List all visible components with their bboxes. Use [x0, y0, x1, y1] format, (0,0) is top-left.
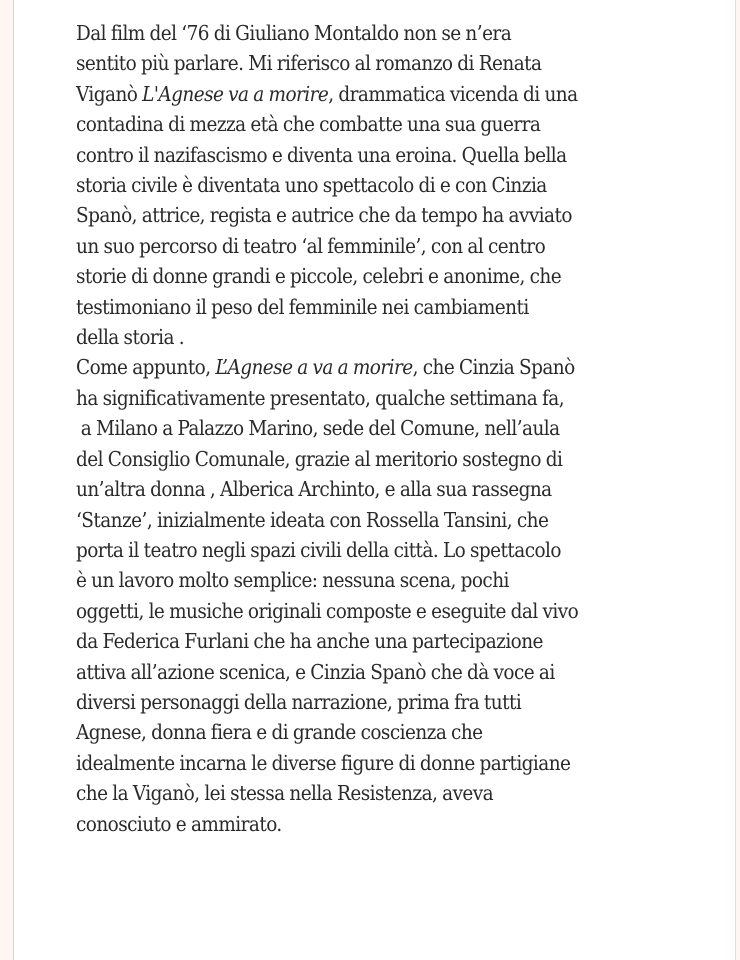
text-line	[76, 565, 726, 595]
article-paragraph	[76, 18, 726, 352]
text-segment: sentito più parlare. Mi riferisco al romanzo di Renata	[76, 51, 542, 76]
text-line	[76, 748, 726, 778]
article-body	[76, 18, 726, 839]
article-page	[13, 0, 736, 960]
text-segment: testimoniano il peso del femminile nei cambiamenti	[76, 294, 529, 319]
text-line	[76, 200, 726, 230]
text-segment: Dal film del ‘76 di Giuliano Montaldo non se n’era	[76, 21, 512, 45]
text-segment: contadina di mezza età che combatte una sua guerra	[76, 112, 541, 137]
text-segment: del Consiglio Comunale, grazie al meritorio sostegno di	[76, 446, 563, 471]
text-segment: che la Viganò, lei stessa nella Resistenza, aveva	[76, 781, 494, 806]
text-segment: un suo percorso di teatro ‘al femminile’, con al centro	[76, 233, 546, 258]
text-line	[76, 140, 726, 170]
text-line	[76, 413, 726, 443]
text-line	[76, 383, 726, 413]
text-segment: attiva all’azione scenica, e Cinzia Spanò che dà voce ai	[76, 659, 555, 684]
text-line	[76, 657, 726, 687]
text-segment: storie di donne grandi e piccole, celebri e anonime, che	[76, 264, 562, 289]
text-segment: Viganò	[76, 81, 143, 106]
text-segment: è un lavoro molto semplice: nessuna scena, pochi	[76, 568, 509, 593]
text-segment: storia civile è diventata uno spettacolo di e con Cinzia	[76, 173, 547, 198]
text-segment: , che Cinzia Spanò	[412, 355, 575, 380]
text-line	[76, 18, 726, 48]
text-segment: conosciuto e ammirato.	[76, 811, 282, 836]
text-segment: diversi personaggi della narrazione, prima fra tutti	[76, 689, 522, 714]
text-line	[76, 505, 726, 535]
text-line	[76, 48, 726, 78]
text-segment: della storia .	[76, 325, 185, 350]
text-line	[76, 292, 726, 322]
text-line	[76, 261, 726, 291]
text-line	[76, 109, 726, 139]
text-segment: contro il nazifascismo e diventa una eroina. Quella bella	[76, 142, 567, 167]
text-line	[76, 79, 726, 109]
text-line	[76, 717, 726, 747]
text-segment: ‘Stanze’, inizialmente ideata con Rossella Tansini, che	[76, 507, 549, 532]
text-line	[76, 474, 726, 504]
text-line	[76, 778, 726, 808]
text-segment: , drammatica vicenda di una	[328, 81, 578, 106]
text-segment: porta il teatro negli spazi civili della città. Lo spettacolo	[76, 537, 561, 562]
text-line	[76, 352, 726, 382]
text-segment: Agnese, donna fiera e di grande coscienza che	[76, 720, 483, 745]
text-line	[76, 535, 726, 565]
text-segment: idealmente incarna le diverse figure di donne partigiane	[76, 750, 571, 775]
book-title: L'Agnese va a morire	[142, 81, 329, 106]
text-line	[76, 170, 726, 200]
text-line	[76, 809, 726, 839]
text-segment: da Federica Furlani che ha anche una partecipazione	[76, 629, 543, 654]
text-segment: oggetti, le musiche originali composte e eseguite dal vivo	[76, 598, 579, 623]
text-line	[76, 596, 726, 626]
text-line	[76, 687, 726, 717]
text-segment: un’altra donna , Alberica Archinto, e alla sua rassegna	[76, 477, 552, 502]
text-segment: Come appunto,	[76, 355, 216, 380]
text-segment: a Milano a Palazzo Marino, sede del Comune, nell’aula	[76, 416, 560, 441]
article-paragraph	[76, 352, 726, 839]
text-line	[76, 444, 726, 474]
text-segment: Spanò, attrice, regista e autrice che da tempo ha avviato	[76, 203, 572, 228]
text-line	[76, 626, 726, 656]
book-title: L’Agnese a va a morire	[215, 355, 413, 380]
text-line	[76, 231, 726, 261]
text-line	[76, 322, 726, 352]
text-segment: ha significativamente presentato, qualche settimana fa,	[76, 385, 565, 410]
